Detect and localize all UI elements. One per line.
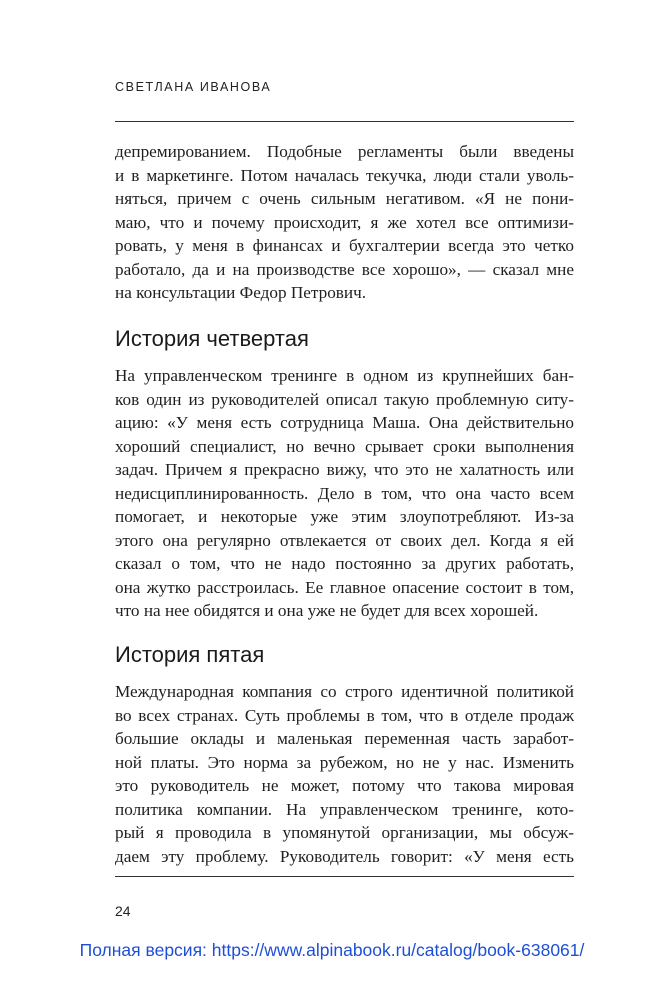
text-line: хороший специалист, но вечно срывает сроки выполнения <box>115 436 574 456</box>
footer-rule <box>115 876 574 877</box>
text-line: депремированием. Подобные регламенты были введены <box>115 142 574 161</box>
text-line: большие оклады и маленькая переменная часть заработ- <box>115 729 574 748</box>
header-rule <box>115 121 574 122</box>
text-line: ацию: «У меня есть сотрудница Маша. Она действительно <box>115 413 574 432</box>
text-line: задач. Причем я прекрасно вижу, что это не халатность или <box>115 460 574 479</box>
text-line: этого она регулярно отвлекается от своих дел. Когда я ей <box>115 530 574 550</box>
text-line: это руководитель не может, потому что такова мировая <box>115 776 574 795</box>
text-line: маю, что и почему происходит, я же хотел все оптимизи- <box>115 212 574 232</box>
text-line: ровать, у меня в финансах и бухгалтерии всегда это четко <box>115 236 574 255</box>
text-line: что на нее обидятся и она уже не будет для всех хорошей. <box>115 601 539 620</box>
text-line: на консультации Федор Петрович. <box>115 283 367 302</box>
section-heading: История четвертая <box>115 326 309 351</box>
text-line: Международная компания со строго идентичной политикой <box>115 682 574 701</box>
paragraph-2 <box>115 364 574 623</box>
text-line: помогает, и некоторые уже этим злоупотребляют. Из-за <box>115 507 574 526</box>
text-line: и в маркетинге. Потом началась текучка, люди стали уволь- <box>115 165 574 185</box>
page-number: 24 <box>115 903 131 919</box>
section-heading: История пятая <box>115 642 265 667</box>
text-line: На управленческом тренинге в одном из крупнейших бан- <box>115 366 574 385</box>
text-line: сказал о том, что не надо постоянно за других работать, <box>115 554 574 573</box>
full-version-link[interactable]: Полная версия: https://www.alpinabook.ru/catalog/book-638061/ <box>79 940 585 960</box>
text-line: ков один из руководителей описал такую проблемную ситу- <box>115 389 574 409</box>
text-line: недисциплинированность. Дело в том, что она часто всем <box>115 483 574 503</box>
text-line: няться, причем с очень сильным негативом. «Я не пони- <box>115 189 574 208</box>
text-line: политика компании. На управленческом тренинге, кото- <box>115 799 574 819</box>
paragraph-3 <box>115 680 574 868</box>
text-line: даем эту проблему. Руководитель говорит: «У меня есть <box>115 846 574 866</box>
text-line: рый я проводила в упомянутой организации, мы обсуж- <box>115 823 574 842</box>
paragraph-1 <box>115 140 574 305</box>
text-line: во всех странах. Суть проблемы в том, что в отделе продаж <box>115 705 574 725</box>
text-line: работало, да и на производстве все хорошо», — сказал мне <box>115 259 574 279</box>
text-line: она жутко расстроилась. Ее главное опасение состоит в том, <box>115 577 574 597</box>
running-head: СВЕТЛАНА ИВАНОВА <box>115 80 272 94</box>
text-line: ной платы. Это норма за рубежом, но не у нас. Изменить <box>115 752 574 772</box>
